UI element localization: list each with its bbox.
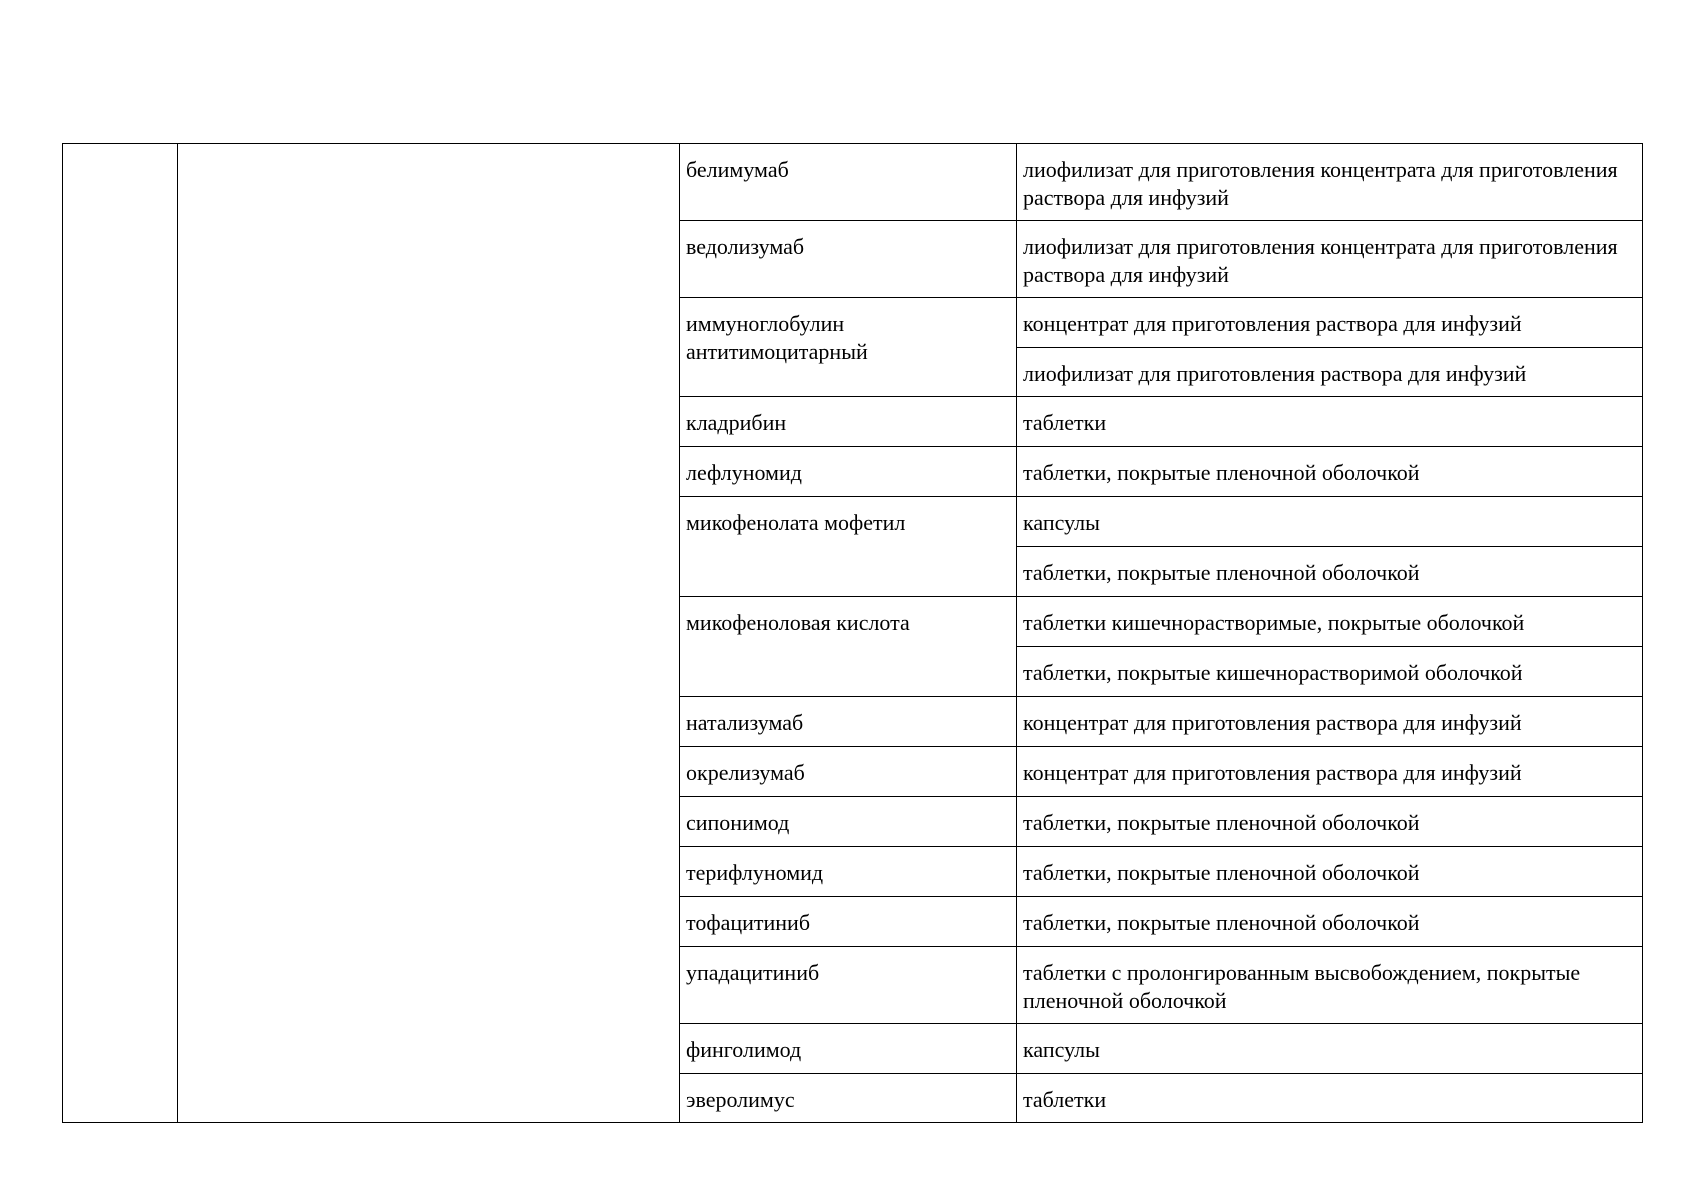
drug-table <box>62 143 1643 1123</box>
drug-name-cell: кладрибин <box>680 397 1017 447</box>
dosage-form-cell: лиофилизат для приготовления концентрата для приготовления раствора для инфузий <box>1017 221 1643 298</box>
dosage-form-cell: таблетки, покрытые пленочной оболочкой <box>1017 847 1643 897</box>
drug-name-cell: финголимод <box>680 1024 1017 1074</box>
dosage-form-cell: таблетки, покрытые пленочной оболочкой <box>1017 797 1643 847</box>
code-cell <box>63 144 178 1123</box>
drug-name-cell: иммуноглобулин антитимоцитарный <box>680 298 1017 397</box>
dosage-form-cell: лиофилизат для приготовления концентрата для приготовления раствора для инфузий <box>1017 144 1643 221</box>
drug-name-cell: микофеноловая кислота <box>680 597 1017 697</box>
drug-name-cell: белимумаб <box>680 144 1017 221</box>
dosage-form-cell: таблетки, покрытые пленочной оболочкой <box>1017 447 1643 497</box>
dosage-form-cell: капсулы <box>1017 1024 1643 1074</box>
drug-name-cell: лефлуномид <box>680 447 1017 497</box>
drug-name-cell: сипонимод <box>680 797 1017 847</box>
drug-name-cell: терифлуномид <box>680 847 1017 897</box>
dosage-form-cell: таблетки <box>1017 1074 1643 1123</box>
dosage-form-cell: концентрат для приготовления раствора для инфузий <box>1017 298 1643 348</box>
table-row <box>63 144 1643 221</box>
drug-name-cell: натализумаб <box>680 697 1017 747</box>
group-name-cell <box>178 144 680 1123</box>
dosage-form-cell: таблетки <box>1017 397 1643 447</box>
dosage-form-cell: таблетки, покрытые пленочной оболочкой <box>1017 897 1643 947</box>
dosage-form-cell: таблетки с пролонгированным высвобождением, покрытые пленочной оболочкой <box>1017 947 1643 1024</box>
drug-name-cell: микофенолата мофетил <box>680 497 1017 597</box>
drug-name-cell: упадацитиниб <box>680 947 1017 1024</box>
drug-name-cell: ведолизумаб <box>680 221 1017 298</box>
dosage-form-cell: таблетки кишечнорастворимые, покрытые оболочкой <box>1017 597 1643 647</box>
dosage-form-cell: концентрат для приготовления раствора для инфузий <box>1017 747 1643 797</box>
dosage-form-cell: капсулы <box>1017 497 1643 547</box>
dosage-form-cell: таблетки, покрытые пленочной оболочкой <box>1017 547 1643 597</box>
drug-name-cell: тофацитиниб <box>680 897 1017 947</box>
dosage-form-cell: концентрат для приготовления раствора для инфузий <box>1017 697 1643 747</box>
dosage-form-cell: лиофилизат для приготовления раствора для инфузий <box>1017 348 1643 397</box>
drug-name-cell: эверолимус <box>680 1074 1017 1123</box>
dosage-form-cell: таблетки, покрытые кишечнорастворимой оболочкой <box>1017 647 1643 697</box>
drug-name-cell: окрелизумаб <box>680 747 1017 797</box>
